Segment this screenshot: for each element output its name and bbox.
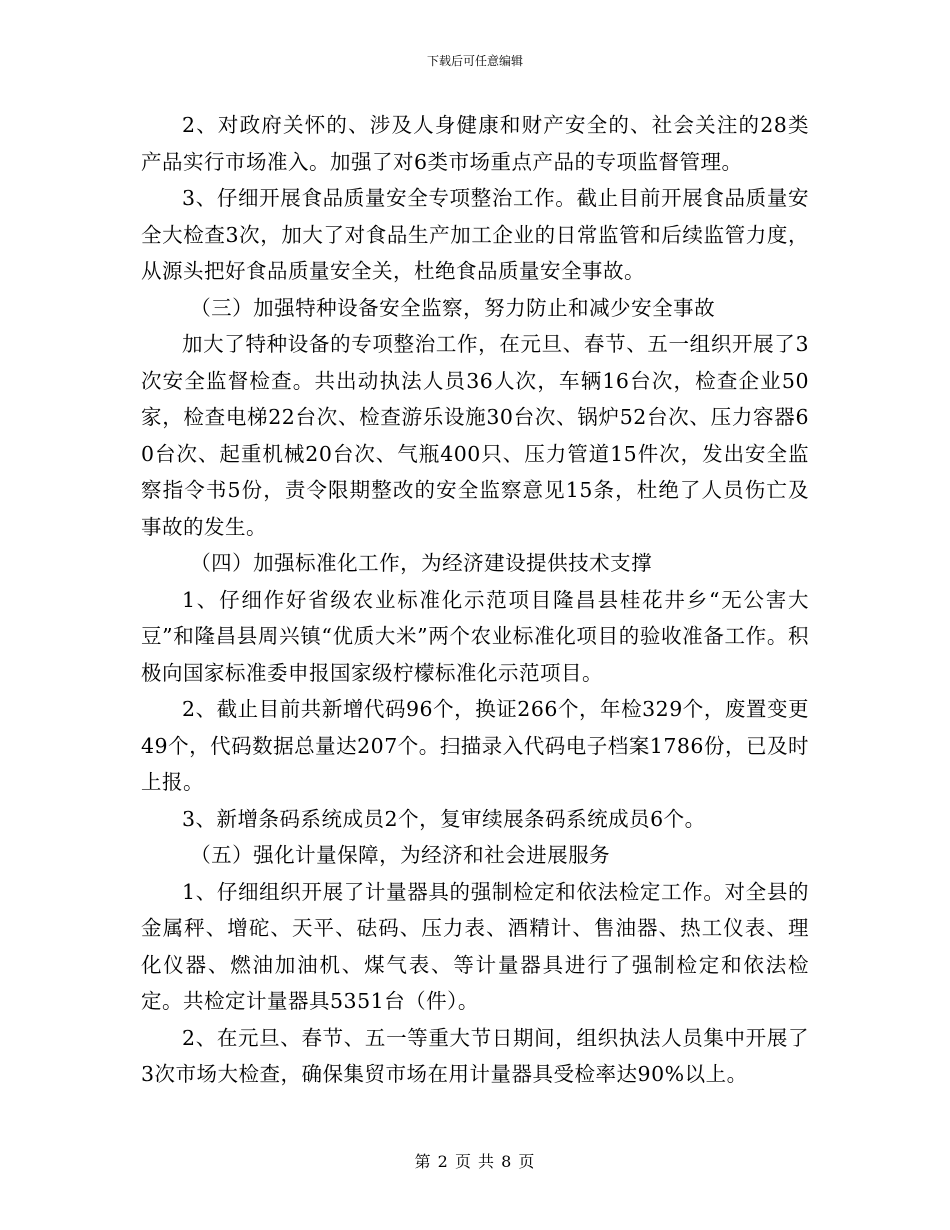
section-heading-special-equipment: （三）加强特种设备安全监察，努力防止和减少安全事故 <box>190 295 716 320</box>
document-body <box>141 107 809 1093</box>
paragraph-market-inspection: 2、在元旦、春节、五一等重大节日期间，组织执法人员集中开展了3次市场大检查，确保集贸市场在用计量器具受检率达90%以上。 <box>141 1025 809 1086</box>
paragraph-market-access: 2、对政府关怀的、涉及人身健康和财产安全的、社会关注的28类产品实行市场准入。加强了对6类市场重点产品的专项监督管理。 <box>141 113 809 174</box>
page-number-footer: 第 2 页 共 8 页 <box>414 1152 536 1171</box>
paragraph-barcode: 3、新增条码系统成员2个，复审续展条码系统成员6个。 <box>182 806 706 831</box>
paragraph-food-safety: 3、仔细开展食品质量安全专项整治工作。截止目前开展食品质量安全大检查3次，加大了对食品生产加工企业的日常监管和后续监管力度，从源头把好食品质量安全关，杜绝食品质量安全事故。 <box>141 186 809 283</box>
paragraph-special-equipment: 加大了特种设备的专项整治工作，在元旦、春节、五一组织开展了3次安全监督检查。共出动执法人员36人次，车辆16台次，检查企业50家，检查电梯22台次、检查游乐设施30台次、锅炉52台次、压力容器60台次、起重机械20台次、气瓶400只、压力管道15件次，发出安全监察指令书5份，责令限期整改的安全监察意见15条，杜绝了人员伤亡及事故的发生。 <box>141 332 809 539</box>
paragraph-codes: 2、截止目前共新增代码96个，换证266个，年检329个，废置变更49个，代码数据总量达207个。扫描录入代码电子档案1786份，已及时上报。 <box>141 697 809 794</box>
page-header: 下载后可任意编辑 <box>426 54 523 68</box>
paragraph-metrology-verification: 1、仔细组织开展了计量器具的强制检定和依法检定工作。对全县的金属秤、增砣、天平、砝码、压力表、酒精计、售油器、热工仪表、理化仪器、燃油加油机、煤气表、等计量器具进行了强制检定和依法检定。共检定计量器具5351台（件）。 <box>141 879 809 1013</box>
section-heading-metrology: （五）强化计量保障，为经济和社会进展服务 <box>190 843 611 867</box>
paragraph-agri-standard: 1、仔细作好省级农业标准化示范项目隆昌县桂花井乡“无公害大豆”和隆昌县周兴镇“优质大米”两个农业标准化项目的验收准备工作。积极向国家标准委申报国家级柠檬标准化示范项目。 <box>141 587 809 685</box>
section-heading-standardization: （四）加强标准化工作，为经济建设提供技术支撑 <box>190 551 653 575</box>
